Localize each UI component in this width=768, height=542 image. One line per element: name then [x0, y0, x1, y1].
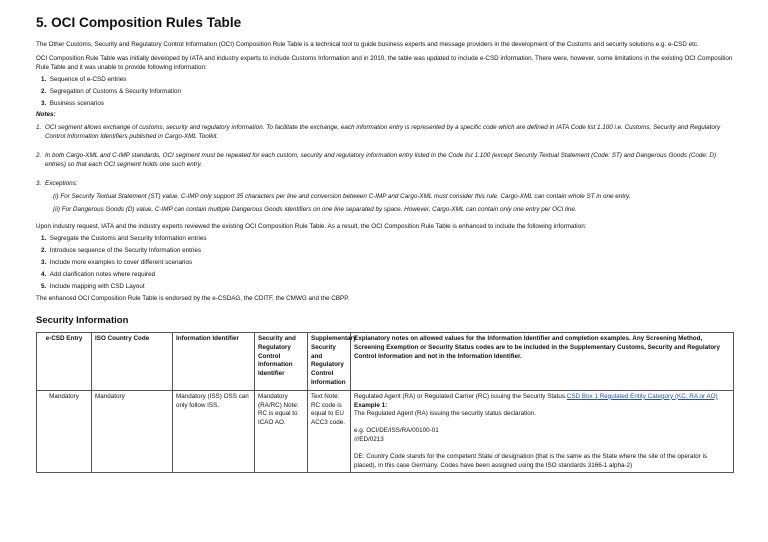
page-title: 5. OCI Composition Rules Table: [36, 15, 242, 30]
country-code-note: DE: Country Code stands for the competent State of designation (that is the same as the State where the site of the operator is placed), in this case Germany. Codes have been assigned using the ISO standards 3166-1 alpha-2): [354, 452, 708, 469]
section-heading: Security Information: [36, 315, 129, 326]
table-header-row: [37, 333, 734, 391]
list-item: 2. Segregation of Customs & Security Information: [41, 88, 182, 95]
list-item: 4. Add clarification notes where required: [41, 271, 156, 278]
note-item: 1. OCI segment allows exchange of customs, security and regulatory information. To facilitate the exchange, each information entry is represented by a specific code which are defined in IATA Code list 1.100 i.e. Customs, Security and Regulatory Control Information Identifiers published in Cargo-XML Toolkit.: [36, 124, 721, 140]
column-header: Information Identifier: [173, 333, 255, 391]
column-header: Explanatory notes on allowed values for the Information Identifier and completion examples. Any Screening Method, Screening Exemption or Security Status codes are to be included in the Supplementary Customs, Security and Regulatory Control Information and not in the Information Identifier.: [351, 333, 734, 391]
example-code-1: e.g. OCI/DE/ISS/RA/00100-01: [354, 427, 439, 435]
enhancements-list: [36, 234, 734, 291]
example-label: Example 1:: [354, 401, 388, 409]
list-item: 1. Segregate the Customs and Security Information entries: [41, 235, 207, 242]
cell-entry: Mandatory: [37, 390, 92, 473]
cell-srci: Mandatory (RA/RC) Note: RC is equal to ICAO AO.: [255, 390, 308, 473]
note-item: 3. Exceptions:: [36, 180, 78, 187]
exception-item: (ii) For Dangerous Goods (D) value, C-IMP can contain multiple Dangerous Goods identifiers on one line separated by space. However, Cargo-XML can contain only one entry per OCI line.: [53, 206, 577, 213]
column-header: e-CSD Entry: [37, 333, 92, 391]
endorsed-paragraph: The enhanced OCI Composition Rule Table is endorsed by the e-CSDAG, the CDITF, the CMWG and the CBPP.: [36, 295, 350, 302]
notes-heading: Notes:: [36, 111, 56, 118]
column-header: Supplementary Security and Regulatory Control Information: [308, 333, 351, 391]
limitations-list: [36, 75, 734, 108]
explain-lead: Regulated Agent (RA) or Regulated Carrier (RC) issuing the Security Status.: [354, 392, 567, 400]
list-item: 1. Sequence of e-CSD entries: [41, 76, 127, 83]
cell-info-identifier: Mandatory (ISS) OSS can only follow ISS.: [173, 390, 255, 473]
csd-box-link[interactable]: CSD Box 1 Regulated Entity Category (KC, RA or AO): [566, 392, 718, 400]
table-row: [37, 390, 734, 473]
intro-paragraph-2: OCI Composition Rule Table was initially developed by IATA and industry experts to include Customs Information and in 2010, the table was updated to include e-CSD information. There were, however, some limitations in the existing OCI Composition Rule Table and it was unable to provide following information:: [36, 55, 733, 71]
cell-iso: Mandatory: [92, 390, 173, 473]
review-paragraph: Upon industry request, IATA and the industry experts reviewed the existing OCI Composition Rule Table. As a result, the OCI Composition Rule Table is enhanced to include the following information:: [36, 223, 587, 230]
intro-paragraph-1: The Other Customs, Security and Regulatory Control Information (OCI) Composition Rule Table is a technical tool to guide business experts and message providers in the development of the Customs and security solutions e.g. e-CSD etc.: [36, 41, 699, 48]
cell-explanatory: [351, 390, 734, 473]
example-code-2: ///ED/0213: [354, 435, 384, 443]
exception-item: (i) For Security Textual Statement (ST) value, C-IMP only support 35 characters per line and conversion between C-IMP and Cargo-XML must consider this rule. Cargo-XML can contain whole ST in one entry.: [53, 193, 631, 200]
security-information-table: [36, 332, 734, 473]
note-item: 2. In both Cargo-XML and C-IMP standards, OCI segment must be repeated for each custom, security and regulatory information entry listed in the Code list 1.100 (except Security Textual Statement (Code: ST) and Dangerous Goods (Code: D) entries) so that each OCI segment holds one such entry.: [36, 152, 717, 168]
column-header: ISO Country Code: [92, 333, 173, 391]
example-description: The Regulated Agent (RA) issuing the security status declaration.: [354, 410, 537, 418]
column-header: Security and Regulatory Control Information Identifier: [255, 333, 308, 391]
list-item: 3. Business scenarios: [41, 100, 105, 107]
list-item: 5. Include mapping with CSD Layout: [41, 283, 145, 290]
list-item: 3. Include more examples to cover different scenarios: [41, 259, 193, 266]
cell-supplementary: Text Note: RC code is equal to EU ACC3 code.: [308, 390, 351, 473]
list-item: 2. Introduce sequence of the Security Information entries: [41, 247, 201, 254]
